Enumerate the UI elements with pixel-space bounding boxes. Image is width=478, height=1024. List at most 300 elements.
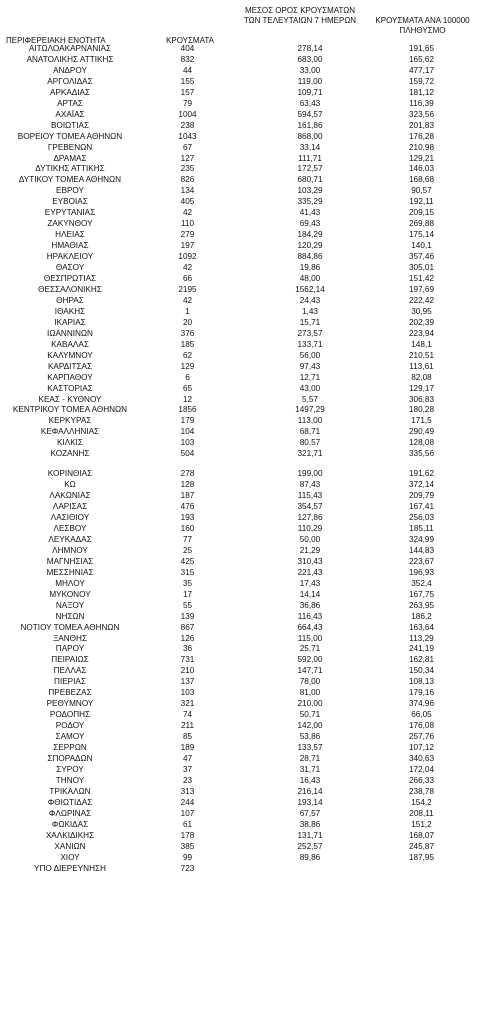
table-row bbox=[0, 263, 478, 274]
region-name: ΛΕΥΚΑΔΑΣ bbox=[48, 534, 92, 544]
avg-7day-value bbox=[235, 864, 365, 875]
region-name: ΜΕΣΣΗΝΙΑΣ bbox=[46, 567, 94, 577]
avg-7day-value: 113,00 bbox=[297, 416, 323, 426]
per-100k-value: 197,69 bbox=[408, 284, 435, 294]
region-name: ΓΡΕΒΕΝΩΝ bbox=[47, 142, 93, 152]
per-100k-value: 191,62 bbox=[408, 469, 435, 479]
region-name: ΦΛΩΡΙΝΑΣ bbox=[48, 808, 92, 818]
cases-value: 405 bbox=[180, 197, 195, 207]
table-row bbox=[0, 721, 478, 732]
per-100k-value: 306,83 bbox=[408, 394, 435, 404]
cases-value: 65 bbox=[182, 383, 193, 393]
table-row bbox=[0, 623, 478, 634]
region-name: ΣΕΡΡΩΝ bbox=[53, 743, 87, 753]
avg-7day-value: 221,43 bbox=[297, 567, 323, 577]
region-name: ΙΩΑΝΝΙΝΩΝ bbox=[47, 328, 93, 338]
table-row bbox=[0, 143, 478, 154]
region-name: ΒΟΡΕΙΟΥ ΤΟΜΕΑ ΑΘΗΝΩΝ bbox=[17, 131, 123, 141]
cases-value: 476 bbox=[180, 502, 195, 512]
table-row bbox=[0, 644, 478, 655]
per-100k-value: 256,03 bbox=[408, 513, 435, 523]
avg-7day-value: 33,14 bbox=[299, 142, 321, 152]
region-name: ΚΕΡΚΥΡΑΣ bbox=[48, 416, 92, 426]
per-100k-value: 30,95 bbox=[411, 306, 432, 316]
table-row bbox=[0, 384, 478, 395]
table-row bbox=[0, 285, 478, 296]
avg-7day-value: 97,43 bbox=[299, 361, 321, 371]
region-name: ΚΑΛΥΜΝΟΥ bbox=[47, 350, 93, 360]
table-row bbox=[0, 579, 478, 590]
region-name: ΑΡΤΑΣ bbox=[57, 98, 83, 108]
cases-value: 37 bbox=[182, 764, 193, 774]
cases-value: 238 bbox=[180, 120, 195, 130]
region-name: ΚΟΡΙΝΘΙΑΣ bbox=[47, 469, 93, 479]
table-row bbox=[0, 710, 478, 721]
avg-7day-value: 12,71 bbox=[299, 372, 321, 382]
region-name: ΘΕΣΣΑΛΟΝΙΚΗΣ bbox=[38, 284, 102, 294]
cases-value: 185 bbox=[180, 339, 195, 349]
avg-7day-value: 53,86 bbox=[299, 732, 321, 742]
avg-7day-value: 25,71 bbox=[299, 644, 321, 654]
avg-7day-value: 310,43 bbox=[297, 556, 323, 566]
cases-value: 42 bbox=[182, 208, 193, 218]
cases-value: 504 bbox=[180, 449, 195, 459]
table-row bbox=[0, 208, 478, 219]
table-row bbox=[0, 864, 478, 875]
avg-7day-value: 680,71 bbox=[297, 175, 323, 185]
table-row bbox=[0, 351, 478, 362]
header-7day-average: ΜΕΣΟΣ ΟΡΟΣ ΚΡΟΥΣΜΑΤΩΝ ΤΩΝ ΤΕΛΕΥΤΑΙΩΝ 7 ΗΜΕΡΩΝ bbox=[243, 6, 357, 25]
region-name: ΚΑΡΔΙΤΣΑΣ bbox=[47, 361, 93, 371]
table-header bbox=[0, 6, 478, 46]
per-100k-value: 179,16 bbox=[408, 688, 435, 698]
per-100k-value: 191,65 bbox=[408, 44, 435, 53]
cases-value: 1092 bbox=[178, 252, 197, 262]
region-name: ΡΟΔΟΥ bbox=[55, 721, 85, 731]
per-100k-value: 144,83 bbox=[408, 545, 435, 555]
avg-7day-value: 87,43 bbox=[299, 480, 321, 490]
table-row bbox=[0, 787, 478, 798]
avg-7day-value: 592,00 bbox=[297, 655, 323, 665]
per-100k-value: 146,03 bbox=[408, 164, 435, 174]
region-name: ΠΡΕΒΕΖΑΣ bbox=[48, 688, 92, 698]
cases-value: 107 bbox=[180, 808, 195, 818]
table-row bbox=[0, 296, 478, 307]
region-name: ΑΡΚΑΔΙΑΣ bbox=[49, 87, 91, 97]
per-100k-value: 113,29 bbox=[409, 633, 434, 643]
avg-7day-value: 335,29 bbox=[297, 197, 323, 207]
table-row bbox=[0, 502, 478, 513]
cases-value: 42 bbox=[182, 295, 193, 305]
table-row bbox=[0, 99, 478, 110]
region-name: ΡΟΔΟΠΗΣ bbox=[49, 710, 91, 720]
cases-value: 36 bbox=[182, 644, 193, 654]
per-100k-value: 162,81 bbox=[408, 655, 435, 665]
cases-value: 44 bbox=[182, 65, 193, 75]
avg-7day-value: 354,57 bbox=[297, 502, 323, 512]
cases-value: 404 bbox=[180, 44, 195, 53]
region-name: ΤΗΝΟΥ bbox=[55, 775, 85, 785]
cases-value: 179 bbox=[180, 416, 195, 426]
avg-7day-value: 115,43 bbox=[297, 491, 323, 501]
region-name: ΠΕΛΛΑΣ bbox=[53, 666, 87, 676]
region-name: ΙΘΑΚΗΣ bbox=[54, 306, 86, 316]
table-row bbox=[0, 121, 478, 132]
cases-value: 1004 bbox=[178, 109, 197, 119]
cases-value: 193 bbox=[180, 513, 195, 523]
table-row bbox=[0, 77, 478, 88]
region-name: ΑΡΓΟΛΙΔΑΣ bbox=[47, 76, 93, 86]
avg-7day-value: 172,57 bbox=[297, 164, 323, 174]
per-100k-value: 192,11 bbox=[409, 197, 434, 207]
table-row bbox=[0, 230, 478, 241]
avg-7day-value: 884,86 bbox=[297, 252, 323, 262]
cases-value: 197 bbox=[180, 241, 195, 251]
per-100k-value: 150,34 bbox=[408, 666, 435, 676]
cases-value: 2195 bbox=[178, 284, 197, 294]
cases-value: 211 bbox=[180, 721, 195, 731]
cases-value: 244 bbox=[180, 797, 195, 807]
cases-value: 160 bbox=[180, 523, 195, 533]
avg-7day-value: 28,71 bbox=[299, 754, 321, 763]
avg-7day-value: 131,71 bbox=[297, 830, 323, 840]
per-100k-value: 151,42 bbox=[408, 274, 435, 284]
per-100k-value: 305,01 bbox=[408, 263, 435, 273]
table-row bbox=[0, 186, 478, 197]
per-100k-value: 222,42 bbox=[408, 295, 435, 305]
cases-value: 110 bbox=[180, 219, 195, 229]
region-name: ΕΒΡΟΥ bbox=[56, 186, 84, 196]
per-100k-value: 176,28 bbox=[408, 131, 435, 141]
region-name: ΘΗΡΑΣ bbox=[56, 295, 84, 305]
per-100k-value: 201,83 bbox=[408, 120, 435, 130]
table-row bbox=[0, 776, 478, 787]
per-100k-value: 148,1 bbox=[411, 339, 432, 349]
avg-7day-value: 63,43 bbox=[299, 98, 321, 108]
per-100k-value: 186,2 bbox=[411, 611, 432, 621]
region-name: ΔΥΤΙΚΗΣ ΑΤΤΙΚΗΣ bbox=[35, 164, 105, 174]
avg-7day-value: 273,57 bbox=[297, 328, 323, 338]
cases-value: 127 bbox=[180, 153, 195, 163]
avg-7day-value: 115,00 bbox=[297, 633, 323, 643]
per-100k-value: 140,1 bbox=[411, 241, 432, 251]
avg-7day-value: 1,43 bbox=[302, 306, 318, 316]
avg-7day-value: 142,00 bbox=[297, 721, 323, 731]
per-100k-value: 209,79 bbox=[408, 491, 435, 501]
per-100k-value: 374,96 bbox=[408, 699, 435, 709]
per-100k-value: 202,39 bbox=[408, 317, 435, 327]
table-row bbox=[0, 395, 478, 406]
cases-value: 126 bbox=[180, 633, 195, 643]
avg-7day-value: 69,43 bbox=[299, 219, 321, 229]
table-row bbox=[0, 44, 478, 55]
cases-value: 826 bbox=[180, 175, 195, 185]
avg-7day-value: 133,57 bbox=[297, 743, 323, 753]
avg-7day-value: 16,43 bbox=[299, 775, 321, 785]
cases-value: 35 bbox=[182, 578, 193, 588]
per-100k-value: 210,51 bbox=[408, 350, 435, 360]
avg-7day-value: 133,71 bbox=[297, 339, 323, 349]
cases-value: 77 bbox=[182, 534, 193, 544]
per-100k-value: 210,98 bbox=[408, 142, 435, 152]
cases-value: 731 bbox=[180, 655, 195, 665]
cases-value: 187 bbox=[180, 491, 195, 501]
region-name: ΛΑΚΩΝΙΑΣ bbox=[49, 491, 91, 501]
avg-7day-value: 24,43 bbox=[299, 295, 321, 305]
region-name: ΡΕΘΥΜΝΟΥ bbox=[46, 699, 94, 709]
avg-7day-value: 321,71 bbox=[297, 449, 323, 459]
avg-7day-value: 127,86 bbox=[297, 513, 323, 523]
region-name: ΔΡΑΜΑΣ bbox=[53, 153, 87, 163]
avg-7day-value: 80,57 bbox=[299, 438, 321, 448]
avg-7day-value: 119,00 bbox=[297, 76, 323, 86]
region-name: ΚΙΛΚΙΣ bbox=[56, 438, 83, 448]
per-100k-value: 167,75 bbox=[408, 589, 435, 599]
cases-value: 723 bbox=[180, 863, 195, 873]
region-name: ΑΙΤΩΛΟΑΚΑΡΝΑΝΙΑΣ bbox=[28, 44, 112, 53]
region-name: ΥΠΟ ΔΙΕΡΕΥΝΗΣΗ bbox=[34, 863, 106, 873]
cases-table-body bbox=[0, 44, 478, 874]
table-row bbox=[0, 164, 478, 175]
region-name: ΒΟΙΩΤΙΑΣ bbox=[50, 120, 90, 130]
cases-value: 62 bbox=[182, 350, 193, 360]
region-name: ΚΕΦΑΛΛΗΝΙΑΣ bbox=[40, 427, 100, 437]
cases-value: 74 bbox=[182, 710, 193, 720]
region-name: ΚΑΣΤΟΡΙΑΣ bbox=[47, 383, 93, 393]
region-name: ΘΑΣΟΥ bbox=[55, 263, 85, 273]
per-100k-value: 223,67 bbox=[408, 556, 435, 566]
per-100k-value: 266,33 bbox=[408, 775, 435, 785]
header-cases: ΚΡΟΥΣΜΑΤΑ bbox=[166, 36, 214, 45]
per-100k-value: 357,46 bbox=[408, 252, 435, 262]
table-row bbox=[0, 546, 478, 557]
cases-value: 867 bbox=[180, 622, 195, 632]
per-100k-value: 187,95 bbox=[408, 852, 435, 862]
region-name: ΧΑΝΙΩΝ bbox=[54, 841, 86, 851]
table-row bbox=[0, 427, 478, 438]
per-100k-value: 257,76 bbox=[408, 732, 435, 742]
per-100k-value: 66,05 bbox=[411, 710, 432, 720]
cases-value: 313 bbox=[180, 786, 195, 796]
per-100k-value: 245,87 bbox=[408, 841, 435, 851]
table-row bbox=[0, 699, 478, 710]
avg-7day-value: 68,71 bbox=[299, 427, 321, 437]
table-row bbox=[0, 601, 478, 612]
cases-value: 20 bbox=[182, 317, 193, 327]
region-name: ΚΩ bbox=[64, 480, 76, 490]
per-100k-value: 269,88 bbox=[408, 219, 435, 229]
region-name: ΑΝΑΤΟΛΙΚΗΣ ΑΤΤΙΚΗΣ bbox=[26, 54, 114, 64]
table-row bbox=[0, 175, 478, 186]
region-name: ΛΑΡΙΣΑΣ bbox=[52, 502, 88, 512]
table-row bbox=[0, 513, 478, 524]
region-name: ΘΕΣΠΡΩΤΙΑΣ bbox=[43, 274, 97, 284]
per-100k-value: 168,07 bbox=[408, 830, 435, 840]
region-name: ΛΑΣΙΘΙΟΥ bbox=[50, 513, 90, 523]
per-100k-value: 180,28 bbox=[408, 405, 435, 415]
region-name: ΜΗΛΟΥ bbox=[55, 578, 85, 588]
region-name: ΕΥΡΥΤΑΝΙΑΣ bbox=[44, 208, 96, 218]
per-100k-value: 167,41 bbox=[408, 502, 435, 512]
avg-7day-value: 15,71 bbox=[299, 317, 321, 327]
avg-7day-value: 38,86 bbox=[299, 819, 321, 829]
table-row bbox=[0, 612, 478, 623]
avg-7day-value: 147,71 bbox=[297, 666, 323, 676]
cases-value: 134 bbox=[180, 186, 195, 196]
per-100k-value: 290,49 bbox=[408, 427, 435, 437]
per-100k-value: 163,64 bbox=[408, 622, 435, 632]
per-100k-value: 181,12 bbox=[408, 87, 435, 97]
per-100k-value: 263,95 bbox=[408, 600, 435, 610]
header-region: ΠΕΡΙΦΕΡΕΙΑΚΗ ΕΝΟΤΗΤΑ bbox=[6, 36, 106, 45]
avg-7day-value: 111,71 bbox=[298, 153, 322, 163]
cases-value: 1043 bbox=[178, 131, 197, 141]
table-row bbox=[0, 677, 478, 688]
avg-7day-value: 184,29 bbox=[297, 230, 323, 240]
per-100k-value: 165,62 bbox=[408, 54, 435, 64]
table-row bbox=[0, 732, 478, 743]
cases-value: 104 bbox=[180, 427, 195, 437]
table-row bbox=[0, 666, 478, 677]
cases-value: 12 bbox=[182, 394, 193, 404]
per-100k-value: 335,56 bbox=[408, 449, 435, 459]
avg-7day-value: 594,57 bbox=[297, 109, 323, 119]
avg-7day-value: 36,86 bbox=[299, 600, 321, 610]
avg-7day-value: 216,14 bbox=[297, 786, 323, 796]
cases-value: 376 bbox=[180, 328, 195, 338]
per-100k-value: 128,08 bbox=[408, 438, 435, 448]
table-row bbox=[0, 362, 478, 373]
avg-7day-value: 1562,14 bbox=[295, 284, 325, 294]
cases-value: 103 bbox=[180, 438, 195, 448]
per-100k-value: 223,94 bbox=[408, 328, 435, 338]
cases-value: 139 bbox=[180, 611, 195, 621]
avg-7day-value: 868,00 bbox=[297, 131, 323, 141]
region-name: ΕΥΒΟΙΑΣ bbox=[52, 197, 88, 207]
table-row bbox=[0, 842, 478, 853]
avg-7day-value: 161,86 bbox=[297, 120, 323, 130]
per-100k-value: 129,21 bbox=[408, 153, 435, 163]
table-row bbox=[0, 820, 478, 831]
table-row bbox=[0, 318, 478, 329]
table-row bbox=[0, 405, 478, 416]
per-100k-value: 238,78 bbox=[408, 786, 435, 796]
table-row bbox=[0, 491, 478, 502]
table-row bbox=[0, 831, 478, 842]
per-100k-value: 352,4 bbox=[411, 578, 432, 588]
region-name: ΑΝΔΡΟΥ bbox=[53, 65, 87, 75]
avg-7day-value: 664,43 bbox=[297, 622, 323, 632]
region-name: ΦΩΚΙΔΑΣ bbox=[51, 819, 89, 829]
table-row bbox=[0, 524, 478, 535]
table-row bbox=[0, 274, 478, 285]
table-row bbox=[0, 754, 478, 765]
cases-value: 66 bbox=[182, 274, 193, 284]
table-row bbox=[0, 241, 478, 252]
per-100k-value: 208,11 bbox=[409, 808, 434, 818]
cases-value: 155 bbox=[180, 76, 195, 86]
avg-7day-value: 278,14 bbox=[297, 44, 323, 53]
region-name: ΜΥΚΟΝΟΥ bbox=[49, 589, 91, 599]
avg-7day-value: 43,00 bbox=[299, 383, 321, 393]
per-100k-value: 129,17 bbox=[408, 383, 435, 393]
cases-value: 6 bbox=[185, 372, 190, 382]
avg-7day-value: 21,29 bbox=[299, 545, 321, 555]
cases-value: 137 bbox=[180, 677, 195, 687]
table-row bbox=[0, 88, 478, 99]
avg-7day-value: 48,00 bbox=[299, 274, 321, 284]
cases-value: 17 bbox=[182, 589, 193, 599]
region-name: ΑΧΑΪΑΣ bbox=[55, 109, 85, 119]
avg-7day-value: 1497,29 bbox=[295, 405, 325, 415]
per-100k-value: 323,56 bbox=[408, 109, 435, 119]
per-100k-value: 168,68 bbox=[408, 175, 435, 185]
table-row bbox=[0, 480, 478, 491]
region-name: ΠΕΙΡΑΙΩΣ bbox=[51, 655, 89, 665]
table-row bbox=[0, 307, 478, 318]
per-100k-value bbox=[365, 864, 478, 875]
table-row bbox=[0, 743, 478, 754]
per-100k-value: 171,5 bbox=[411, 416, 432, 426]
cases-value: 79 bbox=[182, 98, 193, 108]
table-row bbox=[0, 373, 478, 384]
avg-7day-value: 50,71 bbox=[299, 710, 321, 720]
avg-7day-value: 50,00 bbox=[299, 534, 321, 544]
avg-7day-value: 17,43 bbox=[299, 578, 321, 588]
per-100k-value: 209,15 bbox=[408, 208, 435, 218]
avg-7day-value: 5,57 bbox=[302, 394, 318, 404]
cases-value: 42 bbox=[182, 263, 193, 273]
avg-7day-value: 199,00 bbox=[297, 469, 323, 479]
header-cases-per-100k: ΚΡΟΥΣΜΑΤΑ ΑΝΑ 100000 ΠΛΗΘΥΣΜΟ bbox=[375, 16, 470, 35]
region-name: ΧΙΟΥ bbox=[60, 852, 80, 862]
region-name: ΚΑΡΠΑΘΟΥ bbox=[47, 372, 93, 382]
per-100k-value: 90,57 bbox=[411, 186, 432, 196]
per-100k-value: 185,11 bbox=[409, 523, 434, 533]
region-name: ΣΠΟΡΑΔΩΝ bbox=[47, 754, 93, 763]
cases-value: 55 bbox=[182, 600, 193, 610]
region-name: ΜΑΓΝΗΣΙΑΣ bbox=[46, 556, 94, 566]
region-name: ΚΕΑΣ - ΚΥΘΝΟΥ bbox=[38, 394, 102, 404]
cases-value: 1856 bbox=[178, 405, 197, 415]
region-name: ΗΛΕΙΑΣ bbox=[55, 230, 85, 240]
region-name: ΤΡΙΚΑΛΩΝ bbox=[49, 786, 91, 796]
avg-7day-value: 19,86 bbox=[299, 263, 321, 273]
avg-7day-value: 67,57 bbox=[299, 808, 321, 818]
table-row bbox=[0, 765, 478, 776]
table-row bbox=[0, 154, 478, 165]
table-row bbox=[0, 219, 478, 230]
cases-value: 321 bbox=[180, 699, 195, 709]
table-row bbox=[0, 55, 478, 66]
cases-value: 47 bbox=[182, 754, 193, 763]
per-100k-value: 175,14 bbox=[408, 230, 435, 240]
avg-7day-value: 116,43 bbox=[297, 611, 323, 621]
per-100k-value: 151,2 bbox=[411, 819, 432, 829]
table-row bbox=[0, 853, 478, 864]
avg-7day-value: 120,29 bbox=[297, 241, 323, 251]
per-100k-value: 477,17 bbox=[408, 65, 435, 75]
cases-value: 23 bbox=[182, 775, 193, 785]
avg-7day-value: 109,71 bbox=[297, 87, 323, 97]
cases-value: 210 bbox=[180, 666, 195, 676]
table-row bbox=[0, 449, 478, 460]
avg-7day-value: 110,29 bbox=[297, 523, 323, 533]
cases-value: 61 bbox=[182, 819, 193, 829]
avg-7day-value: 193,14 bbox=[297, 797, 323, 807]
region-name: ΦΘΙΩΤΙΔΑΣ bbox=[47, 797, 93, 807]
table-row bbox=[0, 329, 478, 340]
